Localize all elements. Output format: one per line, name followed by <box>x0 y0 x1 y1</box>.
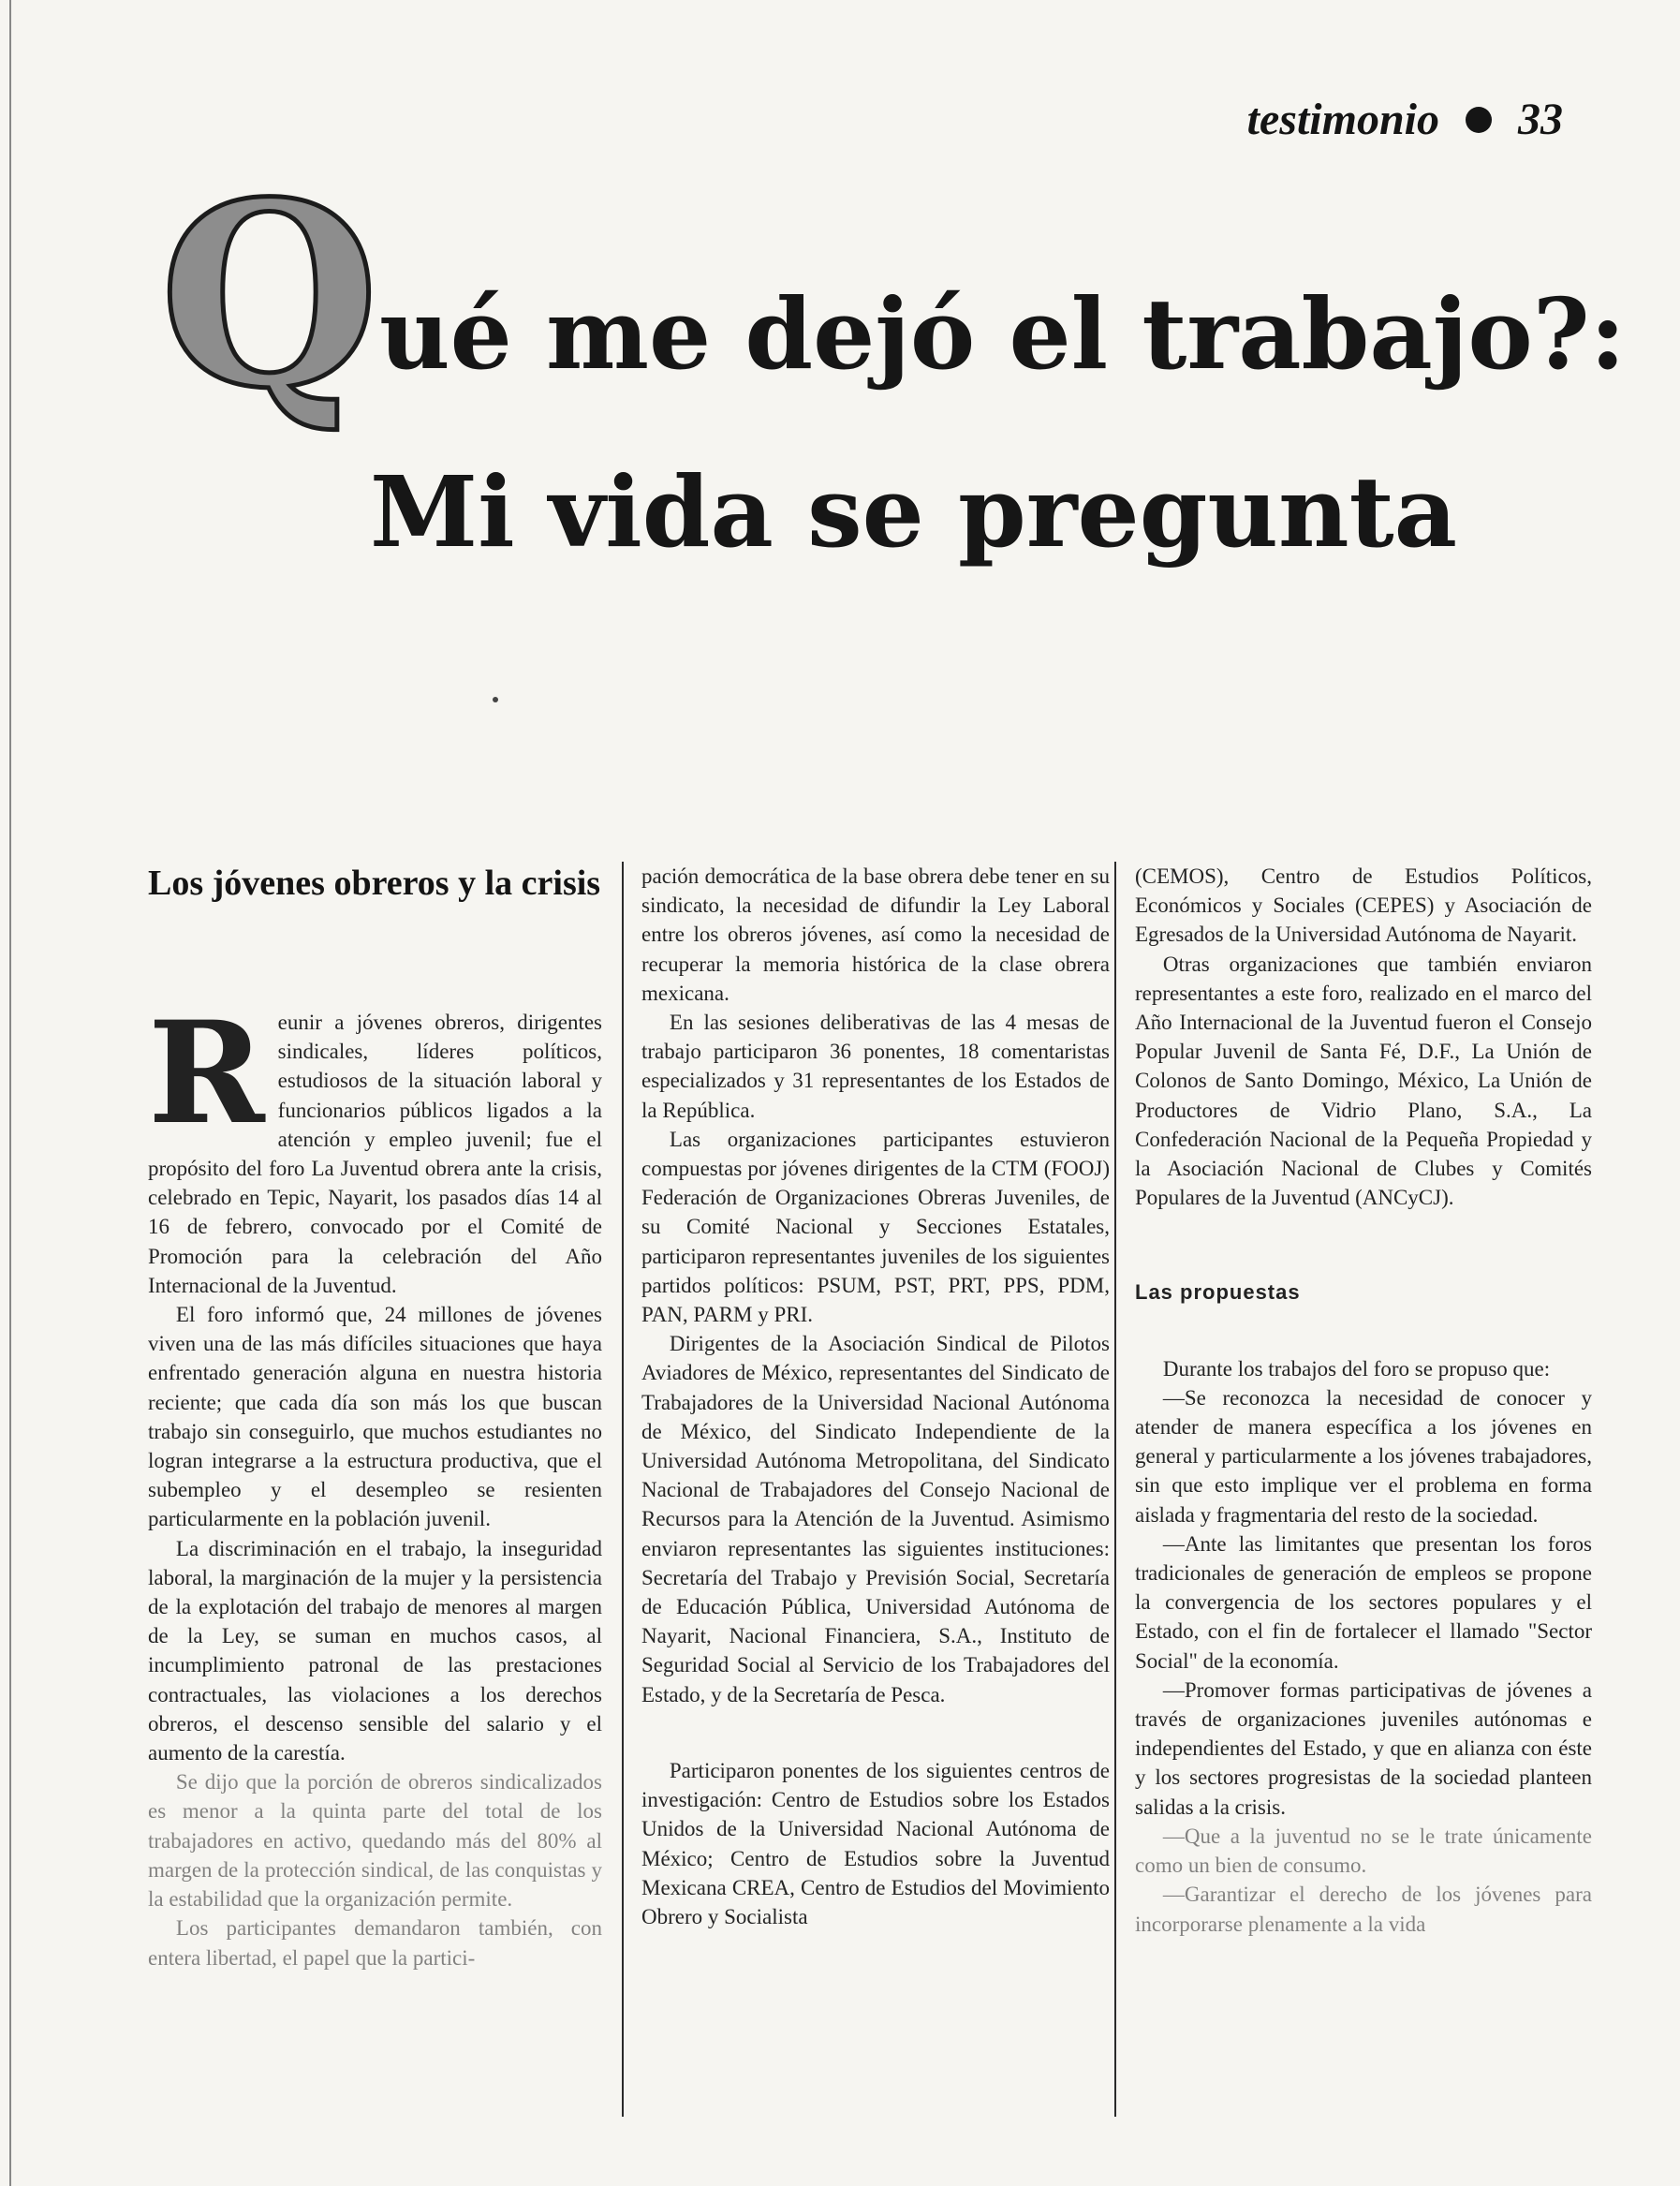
section-title: Los jóvenes obreros y la crisis <box>148 864 601 903</box>
paragraph: Durante los trabajos del foro se propuso que: <box>1162 1356 1551 1381</box>
paragraph: La discriminación en el trabajo, la inseguridad laboral, la marginación de la mujer y la persistencia de la explotación del trabajo de menores al margen de la Ley, se suman en muchos casos, al incumplimiento patronal de las prestaciones contractuales, las violaciones a los derechos obreros, el descenso sensible del salario y el aumento de la carestía. <box>148 1536 602 1765</box>
section-label: testimonio <box>1246 95 1439 144</box>
column-rule-2 <box>1114 862 1116 2117</box>
title-initial: Q <box>159 146 380 444</box>
drop-cap: R <box>148 991 265 1156</box>
paragraph: El foro informó que, 24 millones de jóvenes viven una de las más difíciles situaciones que haya enfrentado generación alguna en nuestra historia reciente; que cada día son más los que buscan trabajo sin conseguirlo, que muchos estudiantes no logran integrarse a la estructura productiva, que el subempleo y el desempleo se resienten particularmente en la población juvenil. <box>148 1303 602 1531</box>
paragraph: —Garantizar el derecho de los jóvenes para incorporarse plenamente a la vida <box>1135 1883 1592 1936</box>
paragraph: —Promover formas participativas de jóvenes a través de organizaciones juveniles autónomas e independientes del Estado, y que en alianza con éste y los sectores progresistas de la sociedad planteen salidas a la crisis. <box>1135 1677 1592 1819</box>
title-line-1: ué me dejó el trabajo?: <box>379 276 1627 391</box>
running-header <box>1247 94 1563 145</box>
paragraph: —Que a la juventud no se le trate únicamente como un bien de consumo. <box>1135 1824 1592 1878</box>
paragraph: —Ante las limitantes que presentan los foros tradicionales de generación de empleos se propone la convergencia de los sectores populares y el Estado, con el fin de fortalecer el llamado "Sector Social" de la economía. <box>1135 1531 1592 1673</box>
scan-edge-line <box>9 0 11 2186</box>
paragraph <box>148 991 602 1300</box>
column-2 <box>641 862 1110 1931</box>
paragraph: Los participantes demandaron también, con entera libertad, el papel que la partici- <box>148 1916 602 1970</box>
paragraph: Participaron ponentes de los siguientes centros de investigación: Centro de Estudios sobre los Estados Unidos de la Universidad Nacional Autónoma de México; Centro de Estudios sobre la Juventud Mexicana CREA, Centro de Estudios del Movimiento Obrero y Socialista <box>641 1758 1110 1928</box>
subheading: Las propuestas <box>1135 1280 1301 1305</box>
paragraph-text: eunir a jóvenes obreros, dirigentes sindicales, líderes políticos, estudiosos de la situación laboral y funcionarios públicos ligados a la atención y empleo juvenil; fue el propósito del foro La Juventud obrera ante la crisis, celebrado en Tepic, Nayarit, los pasados días 14 al 16 de febrero, convocado por el Comité de Promoción para la celebración del Año Internacional de la Juventud. <box>148 1011 602 1297</box>
paragraph: Se dijo que la porción de obreros sindicalizados es menor a la quinta parte del total de los trabajadores en activo, quedando más del 80% al margen de la protección sindical, de las conquistas y la estabilidad que la organización permite. <box>148 1770 602 1912</box>
bullet-dot-icon <box>1466 107 1492 133</box>
paragraph: (CEMOS), Centro de Estudios Políticos, Económicos y Sociales (CEPES) y Asociación de Egresados de la Universidad Autónoma de Nayarit. <box>1135 864 1592 947</box>
scan-speck <box>493 697 498 702</box>
paragraph: Otras organizaciones que también enviaron representantes a este foro, realizado en el marco del Año Internacional de la Juventud fueron el Consejo Popular Juvenil de Santa Fé, D.F., La Unión de Colonos de Santo Domingo, México, La Unión de Productores de Vidrio Plano, S.A., La Confederación Nacional de la Pequeña Propiedad y la Asociación Nacional de Clubes y Comités Populares de la Juventud (ANCyCJ). <box>1135 952 1592 1210</box>
paragraph: Las organizaciones participantes estuvieron compuestas por jóvenes dirigentes de la CTM (FOOJ) Federación de Organizaciones Obreras Juveniles, de su Comité Nacional y Secciones Estatales, participaron representantes juveniles de los siguientes partidos políticos: PSUM, PST, PRT, PPS, PDM, PAN, PARM y PRI. <box>641 1127 1110 1327</box>
column-3 <box>1135 862 1592 1939</box>
paragraph: —Se reconozca la necesidad de conocer y atender de manera específica a los jóvenes en general y particularmente a los jóvenes trabajadores, sin que esto implique ver el problema en forma aislada y fragmentaria del resto de la sociedad. <box>1135 1385 1592 1527</box>
page-number: 33 <box>1518 95 1563 144</box>
paragraph: Dirigentes de la Asociación Sindical de Pilotos Aviadores de México, representantes del Sindicato de Trabajadores de la Universidad Nacional Autónoma de México, del Sindicato Independiente de la Universidad Autónoma Metropolitana, del Sindicato Nacional de Trabajadores del Consejo Nacional de Recursos para la Atención de la Juventud. Asimismo enviaron representantes las siguientes instituciones: Secretaría del Trabajo y Previsión Social, Secretaría de Educación Pública, Universidad Autónoma de Nayarit, Nacional Financiera, S.A., Instituto de Seguridad Social al Servicio de los Trabajadores del Estado, y de la Secretaría de Pesca. <box>641 1332 1110 1706</box>
column-1 <box>148 862 602 1972</box>
paragraph: En las sesiones deliberativas de las 4 mesas de trabajo participaron 36 ponentes, 18 comentaristas especializados y 31 representantes de los Estados de la República. <box>641 1011 1110 1122</box>
title-line-2: Mi vida se pregunta <box>370 454 1458 569</box>
paragraph: pación democrática de la base obrera debe tener en su sindicato, la necesidad de difundir la Ley Laboral entre los obreros jóvenes, así como la necesidad de recuperar la memoria histórica de la clase obrera mexicana. <box>641 864 1110 1005</box>
column-rule-1 <box>622 862 624 2117</box>
